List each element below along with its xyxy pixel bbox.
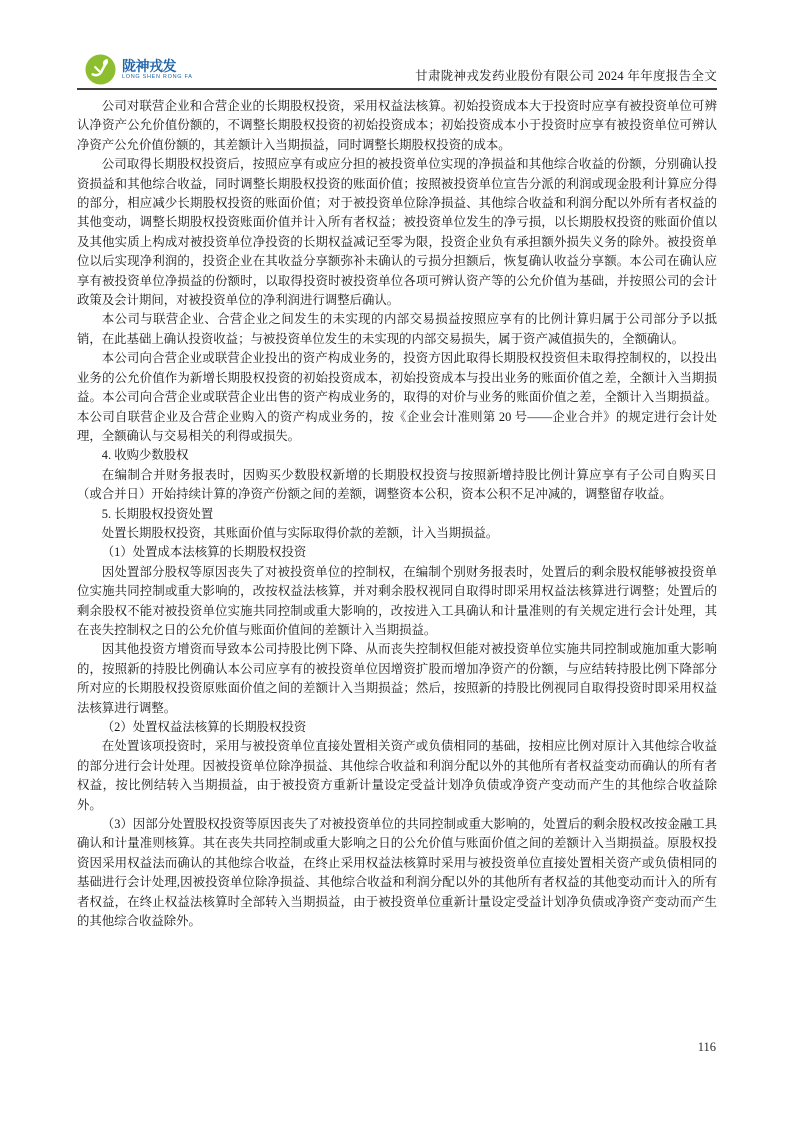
paragraph-disposal-cost-method: 因处置部分股权等原因丧失了对被投资单位的控制权，在编制个别财务报表时，处置后的剩余股权能够被投资单位实施共同控制或重大影响的，改按权益法核算，并对剩余股权视同自取得时即采用权益法核算进行调整；处置后的剩余股权不能对被投资单位实施共同控制或重大影响的，改按进入工具确认和计量准则的有关规定进行会计处理，其在丧失控制权之日的公允价值与账面价值间的差额计入当期损益。 xyxy=(77,564,717,637)
paragraph-disposal-equity-method: 在处置该项投资时，采用与被投资单位直接处置相关资产或负债相同的基础，按相应比例对原计入其他综合收益的部分进行会计处理。因被投资单位除净损益、其他综合收益和利润分配以外的其他所有者权益变动而确认的所有者权益，按比例结转入当期损益，由于被投资方重新计量设定受益计划净负债或净资产变动而产生的其他综合收益除外。 xyxy=(77,739,717,812)
paragraph-asset-business-contribution: 本公司向合营企业或联营企业投出的资产构成业务的，投资方因此取得长期股权投资但未取得控制权的，以投出业务的公允价值作为新增长期股权投资的初始投资成本，初始投资成本与投出业务的账面价值之差，全额计入当期损益。本公司向合营企业或联营企业出售的资产构成业务的，取得的对价与业务的账面价值之差，全额计入当期损益。本公司自联营企业及合营企业购入的资产构成业务的，按《企业会计准则第 20 号——企业合并》的规定进行会计处理，全额确认与交易相关的利得或损失。 xyxy=(77,351,717,443)
paragraph-post-acquisition-accounting: 公司取得长期股权投资后，按照应享有或应分担的被投资单位实现的净损益和其他综合收益的份额，分别确认投资损益和其他综合收益，同时调整长期股权投资的账面价值；按照被投资单位宣告分派的利润或现金股利计算应分得的部分，相应减少长期股权投资的账面价值；对于被投资单位除净损益、其他综合收益和利润分配以外所有者权益的其他变动，调整长期股权投资账面价值并计入所有者权益；被投资单位发生的净亏损，以长期股权投资的账面价值以及其他实质上构成对被投资单位净投资的长期权益减记至零为限，投资企业负有承担额外损失义务的除外。被投资单位以后实现净利润的，投资企业在其收益分享额弥补未确认的亏损分担额后，恢复确认收益分享额。本公司在确认应享有被投资单位净损益的份额时，以取得投资时被投资单位各项可辨认资产等的公允价值为基础，并按照公司的会计政策及会计期间，对被投资单位的净利润进行调整后确认。 xyxy=(77,157,717,308)
logo-en-text: LONG SHEN RONG FA xyxy=(122,73,193,80)
page-number: 116 xyxy=(697,1040,716,1054)
paragraph-dilution-loss-of-control: 因其他投资方增资而导致本公司持股比例下降、从而丧失控制权但能对被投资单位实施共同控制或施加重大影响的，按照新的持股比例确认本公司应享有的被投资单位因增资扩股而增加净资产的份额，与应结转持股比例下降部分所对应的长期股权投资原账面价值之间的差额计入当期损益；然后，按照新的持股比例视同自取得投资时即采用权益法核算进行调整。 xyxy=(77,642,717,715)
heading-5-disposal: 5. 长期股权投资处置 xyxy=(101,506,214,521)
paragraph-disposal-general: 处置长期股权投资，其账面价值与实际取得价款的差额，计入当期损益。 xyxy=(101,525,499,540)
paragraph-minority-equity-purchase: 在编制合并财务报表时，因购买少数股权新增的长期股权投资与按照新增持股比例计算应享有子公司自购买日（或合并日）开始持续计算的净资产份额之间的差额，调整资本公积，资本公积不足冲减的，调整留存收益。 xyxy=(77,467,717,502)
paragraph-equity-method-initial-cost: 公司对联营企业和合营企业的长期股权投资，采用权益法核算。初始投资成本大于投资时应享有被投资单位可辨认净资产公允价值份额的，不调整长期股权投资的初始投资成本；初始投资成本小于投资时应享有被投资单位可辨认净资产公允价值份额的，其差额计入当期损益，同时调整长期股权投资的成本。 xyxy=(77,99,717,152)
company-logo xyxy=(85,54,193,88)
logo-cn-text: 陇神戎发 xyxy=(122,57,176,74)
report-header xyxy=(77,46,717,90)
logo-text xyxy=(122,59,193,81)
heading-4-minority-equity-purchase: 4. 收购少数股权 xyxy=(101,448,189,463)
paragraph-loss-of-joint-control: （3）因部分处置股权投资等原因丧失了对被投资单位的共同控制或重大影响的，处置后的剩余股权改按金融工具确认和计量准则核算。其在丧失共同控制或重大影响之日的公允价值与账面价值之间的差额计入当期损益。原股权投资因采用权益法而确认的其他综合收益，在终止采用权益法核算时采用与被投资单位直接处置相关资产或负债相同的基础进行会计处理,因被投资单位除净损益、其他综合收益和利润分配以外的其他所有者权益的其他变动而计入的所有者权益，在终止权益法核算时全部转入当期损益，由于被投资单位重新计量设定受益计划净负债或净资产变动而产生的其他综合收益除外。 xyxy=(77,817,717,929)
heading-disposal-cost-method: （1）处置成本法核算的长期股权投资 xyxy=(101,545,307,560)
paragraph-unrealized-internal-transactions: 本公司与联营企业、合营企业之间发生的未实现的内部交易损益按照应享有的比例计算归属于公司部分予以抵销，在此基础上确认投资收益；与被投资单位发生的未实现的内部交易损失，属于资产减值损失的，全额确认。 xyxy=(77,312,717,346)
document-body xyxy=(77,97,717,931)
report-title: 甘肃陇神戎发药业股份有限公司 2024 年年度报告全文 xyxy=(415,69,717,83)
heading-disposal-equity-method: （2）处置权益法核算的长期股权投资 xyxy=(101,720,307,734)
logo-icon xyxy=(85,54,116,85)
